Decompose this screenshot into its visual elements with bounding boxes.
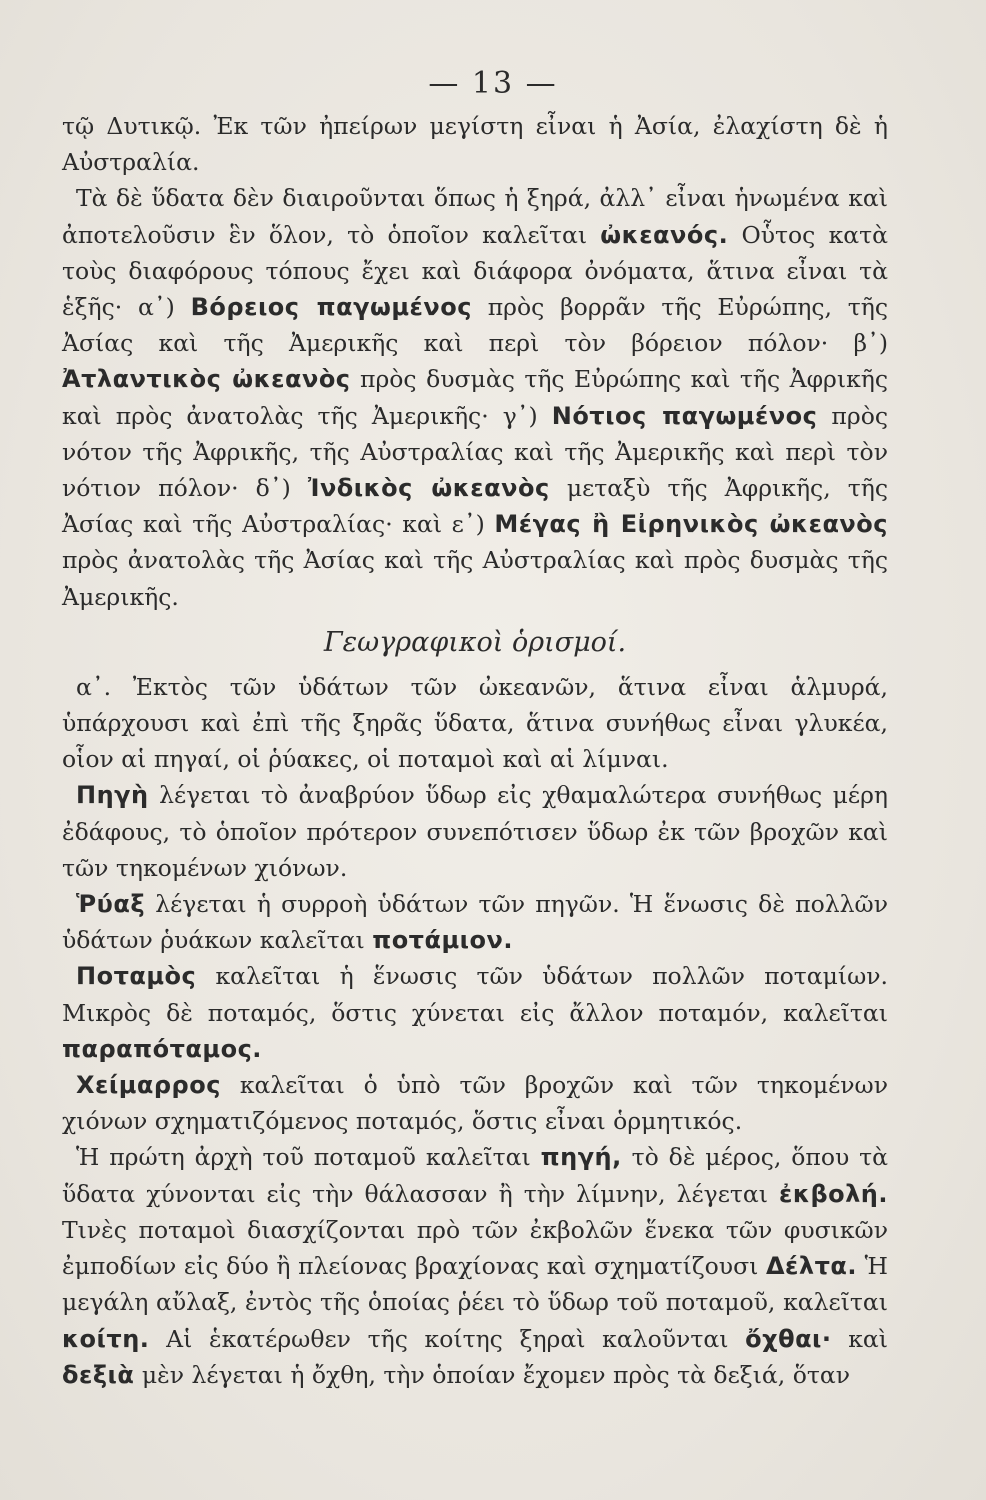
bold-term: παραπόταμος. <box>62 1034 262 1063</box>
text-run: πρὸς νότον τῆς Ἀφρικῆς, τῆς Αὐστραλίας καὶ τῆς Ἀμερικῆς καὶ περὶ τὸν νότιον πόλον· δ᾽) <box>62 401 889 503</box>
page-text <box>62 108 888 1393</box>
text-run: πρὸς ἀνατολὰς τῆς Ἀσίας καὶ τῆς Αὐστραλίας καὶ πρὸς δυσμὰς τῆς Ἀμερικῆς. <box>62 546 888 611</box>
bold-term: ὠκεανός. <box>600 220 729 249</box>
text-run: τὸ δὲ μέρος, ὅπου τὰ ὕδατα χύνονται εἰς τὴν θάλασσαν ἢ τὴν λίμνην, λέγεται <box>62 1143 889 1208</box>
text-run: πρὸς δυσμὰς τῆς Εὐρώπης καὶ τῆς Ἀφρικῆς καὶ πρὸς ἀνατολὰς τῆς Ἀμερικῆς· γ᾽) <box>62 365 888 430</box>
paragraph <box>62 886 888 958</box>
text-run: τῷ Δυτικῷ. Ἐκ τῶν ἠπείρων μεγίστη εἶναι ἡ Ἀσία, ἐλαχίστη δὲ ἡ Αὐστραλία. <box>62 112 888 177</box>
bold-term: Ποταμὸς <box>76 962 197 991</box>
text-run: μὲν λέγεται ἡ ὄχθη, τὴν ὁποίαν ἔχομεν πρὸς τὰ δεξιά, ὅταν <box>134 1360 851 1389</box>
text-run: καὶ <box>831 1324 888 1353</box>
paragraph <box>62 108 888 180</box>
bold-term: ἐκβολή. <box>779 1179 888 1208</box>
bold-term: Νότιος παγωμένος <box>551 401 818 430</box>
text-run: πρὸς βορρᾶν τῆς Εὐρώπης, τῆς Ἀσίας καὶ τῆς Ἀμερικῆς καὶ περὶ τὸν βόρειον πόλον· β᾽) <box>62 293 889 358</box>
definition-paragraphs <box>62 669 888 1393</box>
section-heading: Γεωγραφικοὶ ὁρισμοί. <box>323 626 627 658</box>
bold-term: Ἰνδικὸς ὠκεανὸς <box>307 474 550 503</box>
bold-term: Ἀτλαντικὸς ὠκεανὸς <box>62 365 351 394</box>
paragraph <box>62 669 888 778</box>
text-run: μεταξὺ τῆς Ἀφρικῆς, τῆς Ἀσίας καὶ τῆς Αὐστραλίας· καὶ ε᾽) <box>62 474 889 539</box>
intro-paragraphs <box>62 108 888 615</box>
paragraph <box>62 180 888 614</box>
paragraph <box>62 1139 888 1392</box>
bold-term: Πηγὴ <box>76 781 149 810</box>
text-run: καλεῖται ἡ ἕνωσις τῶν ὑδάτων πολλῶν ποταμίων. Μικρὸς δὲ ποταμός, ὅστις χύνεται εἰς ἄλλον ποταμόν, καλεῖται <box>62 962 888 1027</box>
text-run: λέγεται τὸ ἀναβρύον ὕδωρ εἰς χθαμαλώτερα συνήθως μέρη ἐδάφους, τὸ ὁποῖον πρότερον συνεπότισεν ὕδωρ ἐκ τῶν βροχῶν καὶ τῶν τηκομένων χιόνων. <box>62 781 888 882</box>
bold-term: Μέγας ἢ Εἰρηνικὸς ὠκεανὸς <box>494 510 888 539</box>
text-run: Ἡ μεγάλη αὔλαξ, ἐντὸς τῆς ὁποίας ῥέει τὸ ὕδωρ τοῦ ποταμοῦ, καλεῖται <box>62 1252 888 1317</box>
bold-term: Χείμαρρος <box>76 1071 221 1100</box>
bold-term: ποτάμιον. <box>372 926 513 955</box>
text-run: α᾽. Ἐκτὸς τῶν ὑδάτων τῶν ὠκεανῶν, ἅτινα εἶναι ἁλμυρά, ὑπάρχουσι καὶ ἐπὶ τῆς ξηρᾶς ὕδατα, ἅτινα συνήθως εἶναι γλυκέα, οἷον αἱ πηγαί, οἱ ῥύακες, οἱ ποταμοὶ καὶ αἱ λίμναι. <box>62 672 888 774</box>
bold-term: κοίτη. <box>62 1324 150 1353</box>
text-run: Τὰ δὲ ὕδατα δὲν διαιροῦνται ὅπως ἡ ξηρά, ἀλλ᾽ εἶναι ἡνωμένα καὶ ἀποτελοῦσιν ἓν ὅλον, τὸ ὁποῖον καλεῖται <box>62 184 888 249</box>
bold-term: Βόρειος παγωμένος <box>190 293 472 322</box>
text-run: λέγεται ἡ συρροὴ ὑδάτων τῶν πηγῶν. Ἡ ἕνωσις δὲ πολλῶν ὑδάτων ῥυάκων καλεῖται <box>62 890 888 955</box>
text-run: καλεῖται ὁ ὑπὸ τῶν βροχῶν καὶ τῶν τηκομένων χιόνων σχηματιζόμενος ποταμός, ὅστις εἶναι ὁρμητικός. <box>62 1071 888 1136</box>
bold-term: πηγή, <box>540 1143 622 1172</box>
text-run: Τινὲς ποταμοὶ διασχίζονται πρὸ τῶν ἐκβολῶν ἕνεκα τῶν φυσικῶν ἐμποδίων εἰς δύο ἢ πλείονας βραχίονας καὶ σχηματίζουσι <box>62 1215 888 1281</box>
text-run: Αἱ ἑκατέρωθεν τῆς κοίτης ξηραὶ καλοῦνται <box>149 1324 746 1353</box>
paragraph <box>62 958 888 1067</box>
text-run: Οὗτος κατὰ τοὺς διαφόρους τόπους ἔχει καὶ διάφορα ὀνόματα, ἅτινα εἶναι τὰ ἑξῆς· α᾽) <box>62 220 888 322</box>
paragraph <box>62 777 888 886</box>
page-number: — 13 — <box>428 66 558 101</box>
paragraph <box>62 1067 888 1139</box>
bold-term: Δέλτα. <box>765 1252 858 1281</box>
bold-term: ὄχθαι· <box>745 1324 832 1353</box>
text-run: Ἡ πρώτη ἀρχὴ τοῦ ποταμοῦ καλεῖται <box>76 1143 541 1172</box>
bold-term: δεξιὰ <box>62 1360 135 1389</box>
bold-term: Ῥύαξ <box>76 890 145 919</box>
